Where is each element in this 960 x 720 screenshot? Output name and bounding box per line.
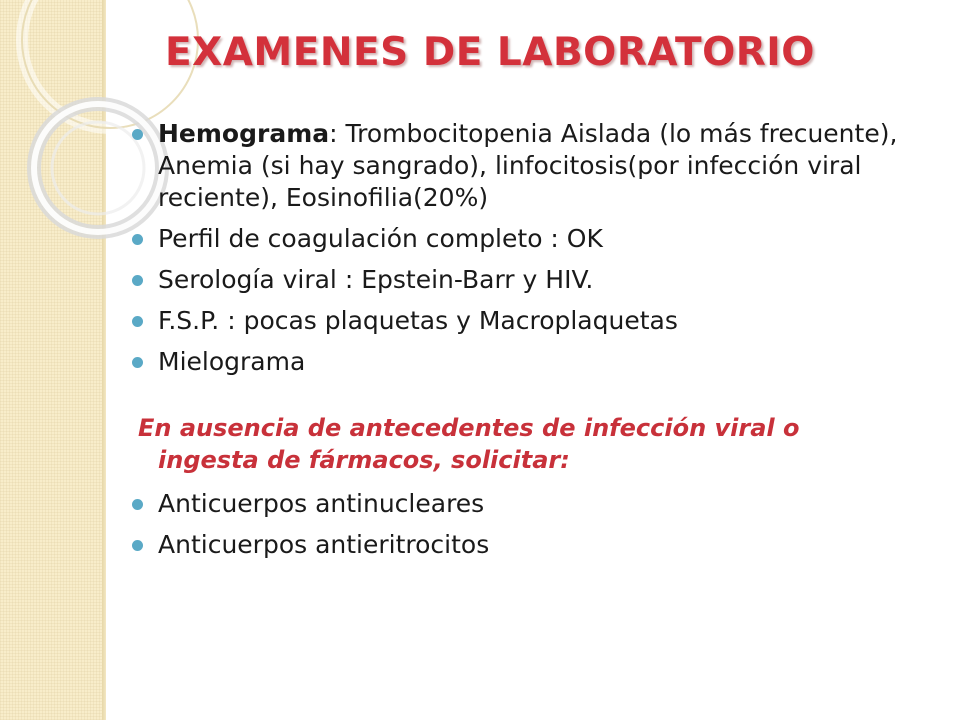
list-item: [130, 488, 920, 520]
bullet-dot-icon: [132, 275, 143, 286]
note-line-2: ingesta de fármacos, solicitar:: [158, 446, 570, 474]
list-item-text: Anticuerpos antieritrocitos: [158, 530, 490, 559]
bullet-list: [130, 118, 920, 378]
list-item-text: : Trombocitopenia Aislada (lo más frecuente), Anemia (si hay sangrado), linfocitosis(por infección viral reciente), Eosinofilia(20%): [158, 119, 898, 212]
bullet-dot-icon: [132, 357, 143, 368]
list-item-text: Anticuerpos antinucleares: [158, 489, 485, 518]
list-item: [130, 264, 920, 296]
list-item: [130, 118, 920, 214]
conditional-note: [138, 412, 920, 476]
list-item: [130, 529, 920, 561]
bullet-dot-icon: [132, 129, 143, 140]
list-item-text: F.S.P. : pocas plaquetas y Macroplaquetas: [158, 306, 678, 335]
bullet-dot-icon: [132, 316, 143, 327]
list-item: [130, 346, 920, 378]
slide-content: [130, 118, 920, 570]
list-item-text: Mielograma: [158, 347, 306, 376]
list-item-lead: Hemograma: [158, 119, 330, 148]
bullet-list-secondary: [130, 488, 920, 561]
note-line-1: En ausencia de antecedentes de infección viral o: [138, 414, 800, 442]
list-item-text: Serología viral : Epstein-Barr y HIV.: [158, 265, 594, 294]
list-item-text: Perfil de coagulación completo : OK: [158, 224, 603, 253]
list-item: [130, 305, 920, 337]
bullet-dot-icon: [132, 234, 143, 245]
list-item: [130, 223, 920, 255]
page-title: EXAMENES DE LABORATORIO: [165, 30, 815, 75]
bullet-dot-icon: [132, 499, 143, 510]
bullet-dot-icon: [132, 540, 143, 551]
